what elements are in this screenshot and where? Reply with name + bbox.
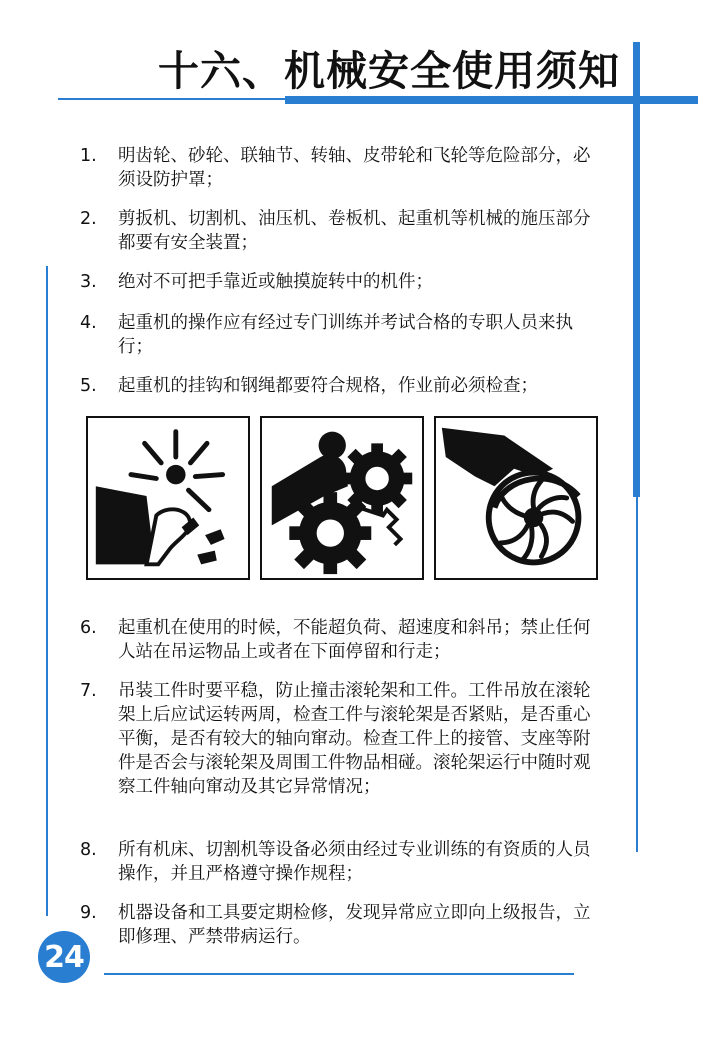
- item-text: 起重机的操作应有经过专门训练并考试合格的专职人员来执行；: [118, 313, 573, 357]
- item-text: 明齿轮、砂轮、联轴节、转轴、皮带轮和飞轮等危险部分，必须设防护罩；: [118, 146, 591, 190]
- list-item: [80, 270, 600, 294]
- footer-rule: [104, 973, 574, 975]
- list-item: [80, 679, 600, 799]
- list-item: [80, 311, 600, 359]
- item-number: 2.: [80, 209, 97, 229]
- item-number: 9.: [80, 903, 97, 923]
- item-number: 4.: [80, 313, 97, 333]
- item-number: 1.: [80, 146, 97, 166]
- header-rule-thin: [58, 98, 288, 100]
- rotating-fan-hazard-icon: [434, 416, 598, 580]
- right-accent-bar: [633, 42, 640, 497]
- gear-entanglement-hazard-icon: [260, 416, 424, 580]
- item-text: 起重机在使用的时候，不能超负荷、超速度和斜吊；禁止任何人站在吊运物品上或者在下面停留和行走；: [118, 618, 591, 662]
- item-number: 6.: [80, 618, 97, 638]
- page-number-badge: 24: [38, 931, 90, 983]
- item-text: 所有机床、切割机等设备必须由经过专业训练的有资质的人员操作，并且严格遵守操作规程；: [118, 840, 591, 884]
- page-title: 十六、机械安全使用须知: [158, 47, 620, 95]
- right-accent-line: [636, 497, 638, 852]
- item-text: 剪扳机、切割机、油压机、卷板机、起重机等机械的施压部分都要有安全装置；: [118, 209, 591, 253]
- item-number: 8.: [80, 840, 97, 860]
- item-text: 绝对不可把手靠近或触摸旋转中的机件；: [118, 272, 433, 292]
- flying-debris-hazard-icon: [86, 416, 250, 580]
- list-item: [80, 901, 600, 949]
- list-item: [80, 616, 600, 664]
- item-text: 吊装工件时要平稳，防止撞击滚轮架和工件。工件吊放在滚轮架上后应试运转两周，检查工件与滚轮架是否紧贴，是否重心平衡，是否有较大的轴向窜动。检查工件上的接管、支座等附件是否会与滚轮架及周围工件物品相碰。滚轮架运行中随时观察工件轴向窜动及其它异常情况；: [118, 681, 591, 797]
- left-accent-line: [46, 266, 48, 916]
- item-number: 3.: [80, 272, 97, 292]
- item-number: 7.: [80, 681, 97, 701]
- item-text: 机器设备和工具要定期检修，发现异常应立即向上级报告，立即修理、严禁带病运行。: [118, 903, 591, 947]
- list-item: [80, 207, 600, 255]
- item-number: 5.: [80, 376, 97, 396]
- list-item: [80, 374, 600, 398]
- list-item: [80, 144, 600, 192]
- item-text: 起重机的挂钩和钢绳都要符合规格，作业前必须检查；: [118, 376, 538, 396]
- list-item: [80, 838, 600, 886]
- hazard-icons: [86, 416, 604, 586]
